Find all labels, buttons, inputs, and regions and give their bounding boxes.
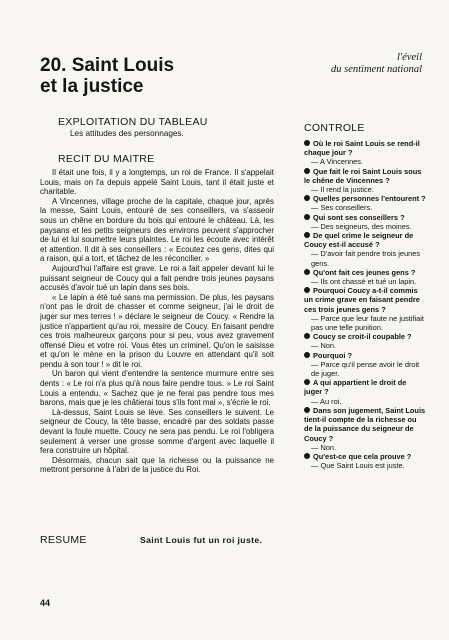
resume-text: Saint Louis fut un roi juste.: [140, 535, 263, 545]
tag-line-1: l'éveil: [397, 52, 422, 63]
theme-tag: [300, 52, 422, 76]
controle-question: [304, 378, 426, 396]
exploitation-heading: EXPLOITATION DU TABLEAU: [58, 116, 208, 128]
recit-heading: RECIT DU MAITRE: [58, 153, 155, 165]
question-text: Qui sont ses conseillers ?: [313, 212, 405, 222]
question-text: De quel crime le seigneur de Coucy est-il accusé ?: [304, 231, 414, 250]
bullet-icon: [304, 195, 310, 201]
story-paragraph: « Le lapin a été tué sans ma permission. De plus, les paysans n'ont pas le droit de chasser et comme seigneur, j'ai le droit de juger sur mes terres ! » déclare le seigneur de Coucy. « Rendre la justice n'appartient qu'au roi, messire de Coucy. En faisant pendre ces trois malheureux garçons pour si peu, vous avez gravement offensé Dieu et votre roi. Vous êtes un criminel. Qu'on le saisisse et qu'on le mène en la prison du Louvre en attendant qu'il soit pendu à son tour ! » dit le roi.: [40, 292, 274, 369]
resume-heading: RESUME: [40, 534, 87, 546]
title-line-1: 20. Saint Louis: [40, 55, 175, 76]
story-text: [40, 168, 274, 475]
controle-answer: — Que Saint Louis est juste.: [311, 461, 405, 471]
controle-question: [304, 231, 426, 249]
page-title: [40, 55, 270, 97]
bullet-icon: [304, 352, 310, 358]
bullet-icon: [304, 407, 310, 413]
bullet-icon: [304, 333, 310, 339]
controle-question: [304, 286, 426, 314]
question-text: Coucy se croit-il coupable ?: [313, 332, 412, 342]
controle-question: [304, 268, 426, 277]
controle-heading: CONTROLE: [304, 122, 365, 134]
tag-line-2: du sentiment national: [331, 64, 422, 75]
bullet-icon: [304, 140, 310, 146]
story-paragraph: Un baron qui vient d'entendre la sentence murmure entre ses dents : « Le roi n'a plus qu'à nous faire pendre tous. » Le roi Saint Louis a entendu. « Sachez que je ne ferai pas pendre tous mes barons, mais que je les châtierai tous s'ils font mal », s'écrie le roi.: [40, 369, 274, 408]
controle-question: [304, 213, 426, 222]
bullet-icon: [304, 232, 310, 238]
question-text: A qui appartient le droit de juger ?: [304, 378, 407, 397]
controle-answer: — Parce qu'il pense avoir le droit de juger.: [311, 359, 420, 379]
controle-answer: — Ses conseillers.: [311, 203, 373, 213]
controle-question: [304, 139, 426, 157]
question-text: Pourquoi Coucy a-t-il commis un crime grave en faisant pendre ces trois jeunes gens ?: [304, 286, 420, 314]
controle-question: [304, 406, 426, 443]
controle-answer: — Parce que leur faute ne justifiait pas une telle punition.: [311, 313, 424, 333]
exploitation-subtitle: Les attitudes des personnages.: [70, 129, 184, 138]
question-text: Quelles personnes l'entourent ?: [313, 194, 426, 204]
controle-answer: — Non.: [311, 442, 337, 452]
question-text: Que fait le roi Saint Louis sous le chêne de Vincennes ?: [304, 166, 422, 185]
bullet-icon: [304, 379, 310, 385]
bullet-icon: [304, 453, 310, 459]
bullet-icon: [304, 287, 310, 293]
question-text: Qu'est-ce que cela prouve ?: [313, 451, 412, 461]
controle-question: [304, 351, 426, 360]
question-text: Pourquoi ?: [313, 350, 352, 360]
question-text: Où le roi Saint Louis se rend-il chaque jour ?: [304, 139, 420, 158]
story-paragraph: A Vincennes, village proche de la capitale, chaque jour, après la messe, Saint Louis, entouré de ses conseillers, va s'asseoir sous un chêne en bordure du bois qui entoure le château. Là, les paysans et les petits seigneurs des environs peuvent s'approcher de lui et lui soumettre leurs plaintes. Le roi les écoute avec intérêt et attention. Il dit à ses conseillers : « Ecoutez ces gens, dites qui a raison, qui a tort, et tâchez de les réconcilier. »: [40, 196, 274, 264]
story-paragraph: Aujourd'hui l'affaire est grave. Le roi a fait appeler devant lui le puissant seigneur de Coucy qui a fait pendre trois jeunes paysans accusés d'avoir tué un lapin dans ses bois.: [40, 263, 274, 293]
bullet-icon: [304, 269, 310, 275]
controle-answer: — D'avoir fait pendre trois jeunes gens.: [311, 249, 421, 268]
controle-answer: — Des seigneurs, des moines.: [311, 221, 412, 231]
controle-question: [304, 452, 426, 461]
controle-answer: — Non.: [311, 341, 337, 351]
controle-question: [304, 167, 426, 185]
question-text: Dans son jugement, Saint Louis tient-il compte de la richesse ou de la puissance du seigneur de Coucy ?: [304, 405, 426, 443]
controle-question: [304, 194, 426, 203]
title-line-2: et la justice: [40, 76, 144, 97]
controle-answer: — Il rend la justice.: [311, 185, 374, 195]
question-text: Qu'ont fait ces jeunes gens ?: [313, 267, 416, 277]
page-number: 44: [40, 598, 51, 608]
controle-list: [304, 139, 426, 470]
story-paragraph: Désormais, chacun sait que la richesse ou la puissance ne mettront personne à l'abri de la justice du Roi.: [40, 455, 274, 475]
bullet-icon: [304, 168, 310, 174]
controle-answer: — Au roi.: [311, 396, 342, 406]
story-paragraph: Il était une fois, il y a longtemps, un roi de France. Il s'appelait Louis, mais on l'a depuis appelé Saint Louis, tant il était juste et charitable.: [40, 168, 274, 197]
controle-answer: — A Vincennes.: [311, 157, 364, 167]
story-paragraph: Là-dessus, Saint Louis se lève. Ses conseillers le suivent. Le seigneur de Coucy, la tête basse, encadré par des soldats passe devant la foule muette. Coucy ne sera pas pendu. Le roi l'obligera seulement à verser une grosse somme d'argent avec laquelle il fera construire un hôpital.: [40, 407, 274, 456]
controle-answer: — Ils ont chassé et tué un lapin.: [311, 277, 417, 287]
controle-question: [304, 332, 426, 341]
bullet-icon: [304, 214, 310, 220]
